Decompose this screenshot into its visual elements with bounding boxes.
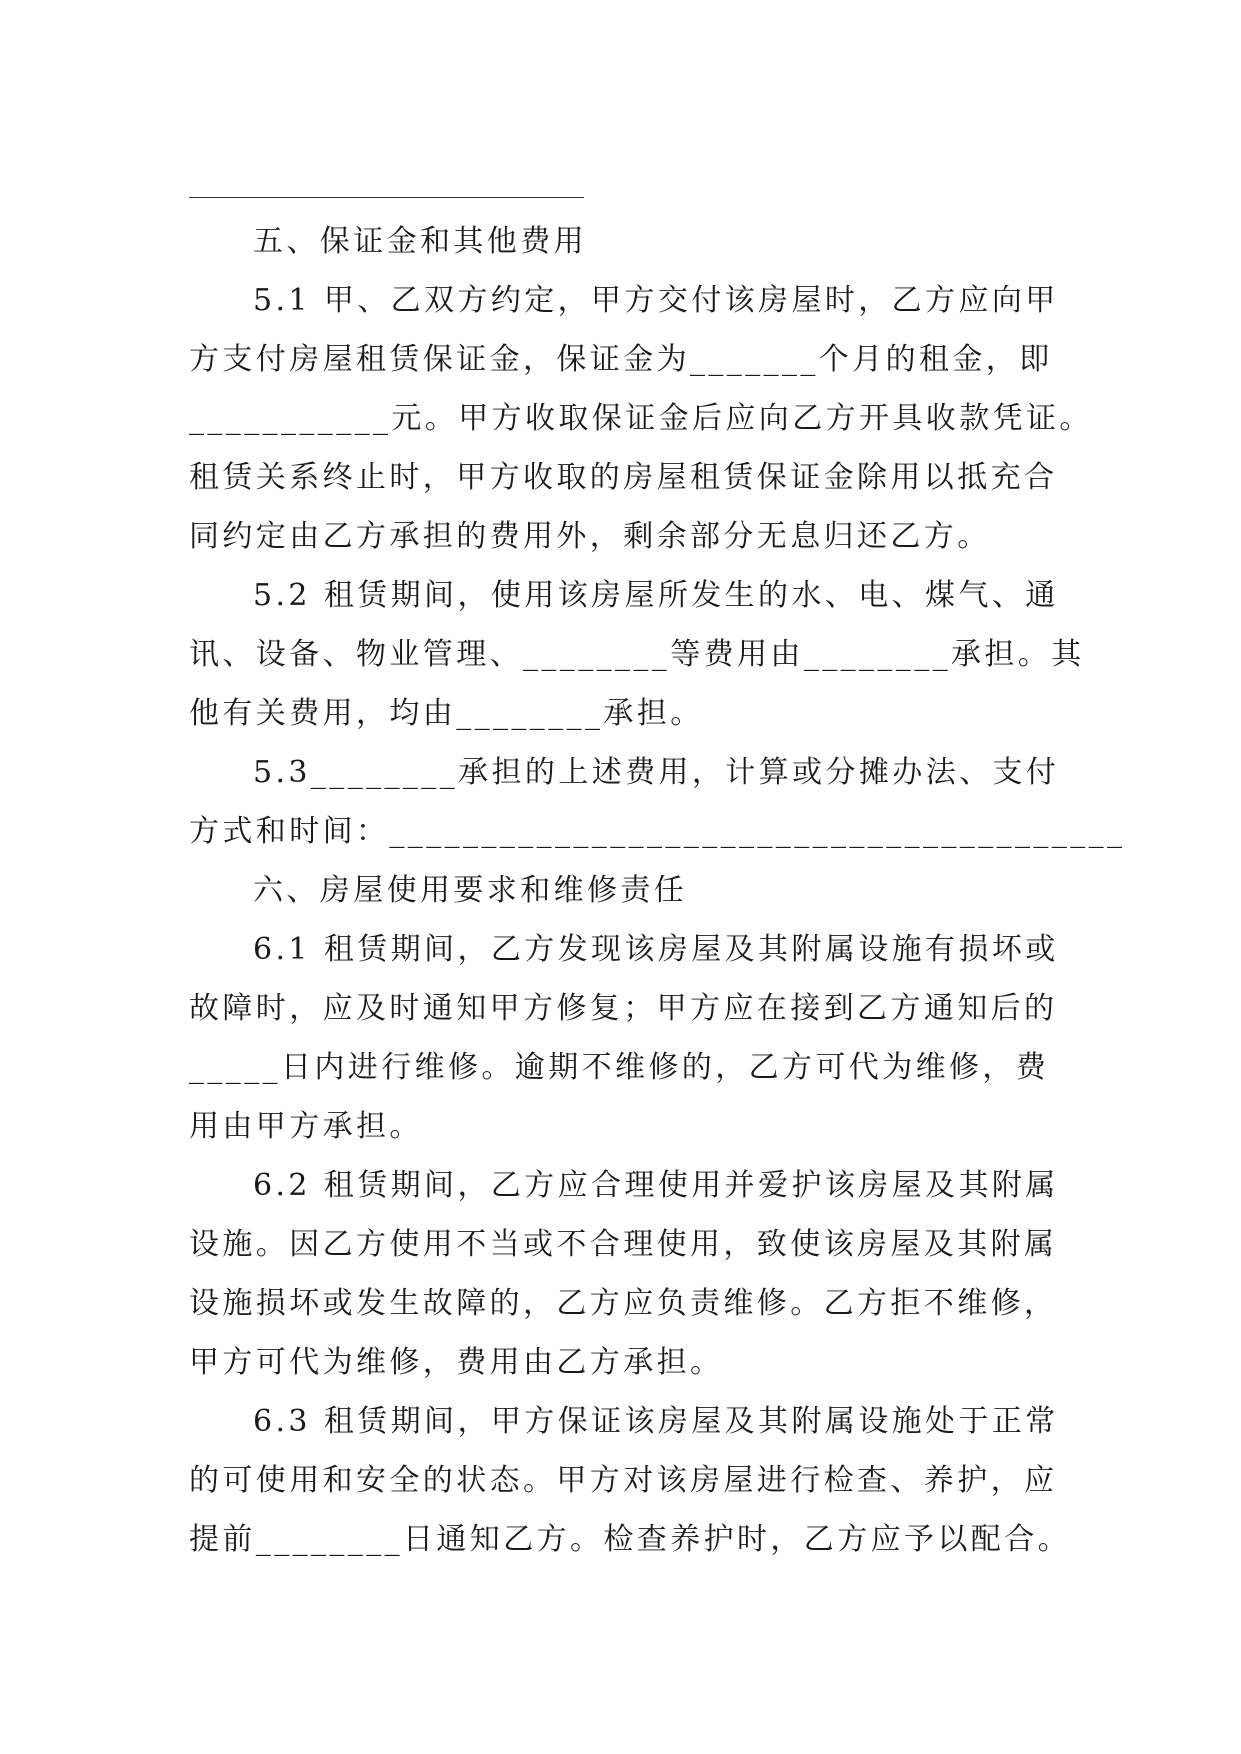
text-line: 甲方可代为维修，费用由乙方承担。 xyxy=(189,1345,724,1380)
text-line: 设施。因乙方使用不当或不合理使用，致使该房屋及其附属 xyxy=(189,1227,1058,1262)
text-line: 5.2 租赁期间，使用该房屋所发生的水、电、煤气、通 xyxy=(253,578,1059,613)
text-line: 5.3________承担的上述费用，计算或分摊办法、支付 xyxy=(253,755,1060,790)
text-line: 5.1 甲、乙双方约定，甲方交付该房屋时，乙方应向甲 xyxy=(253,283,1059,318)
text-line: 同约定由乙方承担的费用外，剩余部分无息归还乙方。 xyxy=(189,519,991,554)
text-line: ___________元。甲方收取保证金后应向乙方开具收款凭证。 xyxy=(189,401,1093,436)
text-line: 6.2 租赁期间，乙方应合理使用并爱护该房屋及其附属 xyxy=(253,1168,1059,1203)
text-line: 租赁关系终止时，甲方收取的房屋租赁保证金除用以抵充合 xyxy=(189,460,1058,495)
top-divider-line xyxy=(189,197,584,198)
text-line: 设施损坏或发生故障的，乙方应负责维修。乙方拒不维修， xyxy=(189,1286,1058,1321)
text-line: _____日内进行维修。逾期不维修的，乙方可代为维修，费 xyxy=(189,1050,1050,1085)
text-line: 的可使用和安全的状态。甲方对该房屋进行检查、养护，应 xyxy=(189,1463,1058,1498)
section-heading: 五、保证金和其他费用 xyxy=(253,224,587,259)
text-line: 他有关费用，均由________承担。 xyxy=(189,696,704,731)
text-line: 故障时，应及时通知甲方修复；甲方应在接到乙方通知后的 xyxy=(189,991,1058,1026)
document-body xyxy=(189,212,1126,1569)
text-line: 6.3 租赁期间，甲方保证该房屋及其附属设施处于正常 xyxy=(253,1404,1059,1439)
text-line: 方支付房屋租赁保证金，保证金为_______个月的租金，即 xyxy=(189,342,1053,377)
section-heading: 六、房屋使用要求和维修责任 xyxy=(253,873,688,908)
text-line: 提前________日通知乙方。检查养护时，乙方应予以配合。 xyxy=(189,1522,1071,1557)
text-line: 方式和时间：________________________________________ xyxy=(189,814,1126,849)
text-line: 用由甲方承担。 xyxy=(189,1109,423,1144)
text-line: 6.1 租赁期间，乙方发现该房屋及其附属设施有损坏或 xyxy=(253,932,1059,967)
text-line: 讯、设备、物业管理、________等费用由________承担。其 xyxy=(189,637,1085,672)
